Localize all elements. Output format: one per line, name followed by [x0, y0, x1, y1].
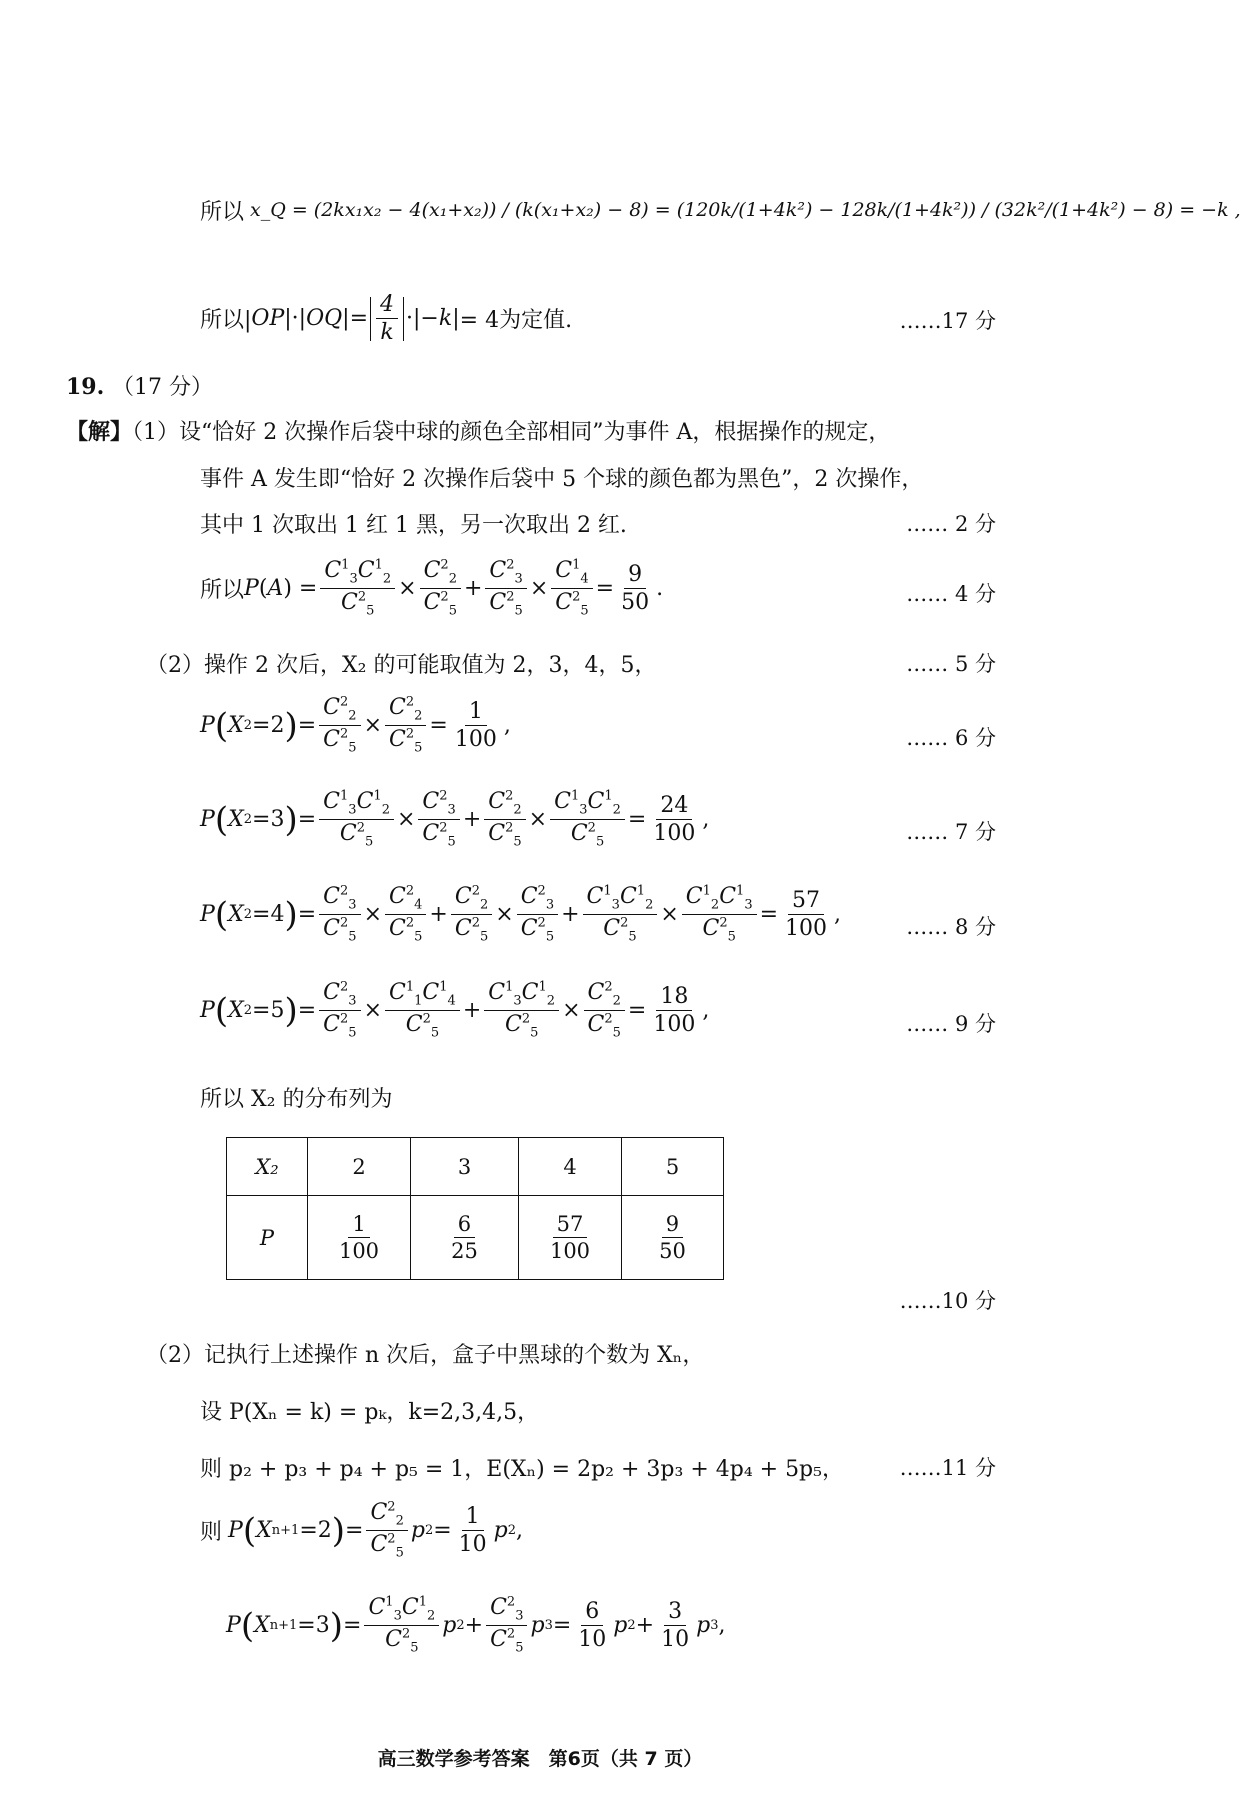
- table-value: 4: [519, 1138, 622, 1196]
- table-value: 5: [622, 1138, 724, 1196]
- p-x2-eq-5: P ( X 2 =5 ) = $\frac{C^2_3}{C^2_5}$ × $\frac{C^1_1C^1_4}{C^2_5}$ + $\frac{C^1_3C^1_2}{C^2_5}$ × $\frac{C^2_2}{C^2_5}$ = $\frac{18}{100}$ ,: [200, 979, 710, 1041]
- problem-points: （17 分）: [111, 375, 213, 400]
- part2-line1: （2）操作 2 次后，X₂ 的可能取值为 2，3，4，5，: [146, 653, 657, 678]
- table-value: 2: [308, 1138, 411, 1196]
- jie-label: 【解】: [66, 419, 133, 445]
- so-label: 所以: [200, 199, 245, 225]
- table-prob-label: P: [227, 1196, 308, 1280]
- score-10: ……10 分: [899, 1289, 996, 1313]
- part1-line2: 事件 A 发生即“恰好 2 次操作后袋中 5 个球的颜色都为黑色”，2 次操作，: [200, 467, 924, 492]
- op-oq-line: 所以| OP |·| OQ |= $\frac{4}{k}$ ·|− k | = 4为定值.: [200, 292, 573, 346]
- score-9: …… 9 分: [906, 1012, 996, 1036]
- score-8: …… 8 分: [906, 915, 996, 939]
- pa-equation: 所以 P ( A ) = $\frac{C^1_3C^1_2}{C^2_5}$ × $\frac{C^2_2}{C^2_5}$ + $\frac{C^2_3}{C^2_5}$ × $\frac{C^1_4}{C^2_5}$ = $\frac{9}{50}$ .: [200, 557, 664, 619]
- table-prob: $\frac{9}{50}$: [622, 1196, 724, 1280]
- p-x2-eq-4: P ( X 2 =4 ) = $\frac{C^2_3}{C^2_5}$ × $\frac{C^2_4}{C^2_5}$ + $\frac{C^2_2}{C^2_5}$ × $\frac{C^2_3}{C^2_5}$ + $\frac{C^1_3C^1_2}{C^2_5}$ × $\frac{C^1_2C^1_3}{C^2_5}$ = $\frac{57}{100}$ ,: [200, 883, 842, 945]
- score-5: …… 5 分: [906, 652, 996, 676]
- p-x2-eq-3: P ( X 2 =3 ) = $\frac{C^1_3C^1_2}{C^2_5}$ × $\frac{C^2_3}{C^2_5}$ + $\frac{C^2_2}{C^2_5}$ × $\frac{C^1_3C^1_2}{C^2_5}$ = $\frac{24}{100}$ ,: [200, 788, 710, 850]
- op-oq-suffix: = 4为定值.: [459, 308, 573, 334]
- table-prob: $\frac{6}{25}$: [411, 1196, 519, 1280]
- dist-intro: 所以 X₂ 的分布列为: [200, 1087, 393, 1112]
- problem-header: [66, 370, 213, 401]
- score-4: …… 4 分: [906, 582, 996, 606]
- table-prob: $\frac{57}{100}$: [519, 1196, 622, 1280]
- problem-number: 19.: [66, 374, 105, 400]
- score-17: ……17 分: [899, 309, 996, 333]
- xq-expression: x_Q = (2kx₁x₂ − 4(x₁+x₂)) / (k(x₁+x₂) − 8) = (120k/(1+4k²) − 128k/(1+4k²)) / (32k²/(1+4k²) − 8) = −k ,: [250, 199, 1241, 221]
- part3-line3: 则 p₂ + p₃ + p₄ + p₅ = 1，E(Xₙ) = 2p₂ + 3p₃ + 4p₄ + 5p₅，: [200, 1457, 844, 1482]
- part1-line1: 【解】（1）设“恰好 2 次操作后袋中球的颜色全部相同”为事件 A，根据操作的规定，: [66, 419, 891, 445]
- part3-line2: 设 P(Xₙ = k) = pₖ，k=2,3,4,5，: [200, 1400, 540, 1425]
- score-6: …… 6 分: [906, 726, 996, 750]
- score-2: …… 2 分: [906, 512, 996, 536]
- p-x2-eq-2: P ( X 2 =2 ) = $\frac{C^2_2}{C^2_5}$ × $\frac{C^2_2}{C^2_5}$ = $\frac{1}{100}$ ,: [200, 694, 511, 756]
- xq-equation: [200, 155, 1241, 265]
- table-prob: $\frac{1}{100}$: [308, 1196, 411, 1280]
- table-value: 3: [411, 1138, 519, 1196]
- p-xn1-eq-2: 则 P ( X n+1 =2 ) = $\frac{C^2_2}{C^2_5}$ p 2 = $\frac{1}{10}$ p 2 ,: [200, 1499, 524, 1561]
- part1-line3: 其中 1 次取出 1 红 1 黑，另一次取出 2 红.: [200, 513, 627, 538]
- score-7: …… 7 分: [906, 820, 996, 844]
- distribution-table: [226, 1137, 724, 1280]
- score-11: ……11 分: [899, 1456, 996, 1480]
- part3-line1: （2）记执行上述操作 n 次后，盒子中黑球的个数为 Xₙ，: [146, 1343, 705, 1368]
- p-xn1-eq-3: P ( X n+1 =3 ) = $\frac{C^1_3C^1_2}{C^2_5}$ p 2 + $\frac{C^2_3}{C^2_5}$ p 3 = $\frac{6}{10}$ p 2 + $\frac{3}{10}$ p 3 ,: [226, 1594, 726, 1656]
- page-footer: 高三数学参考答案 第6页（共 7 页）: [377, 1748, 703, 1770]
- table-header-label: X₂: [227, 1138, 308, 1196]
